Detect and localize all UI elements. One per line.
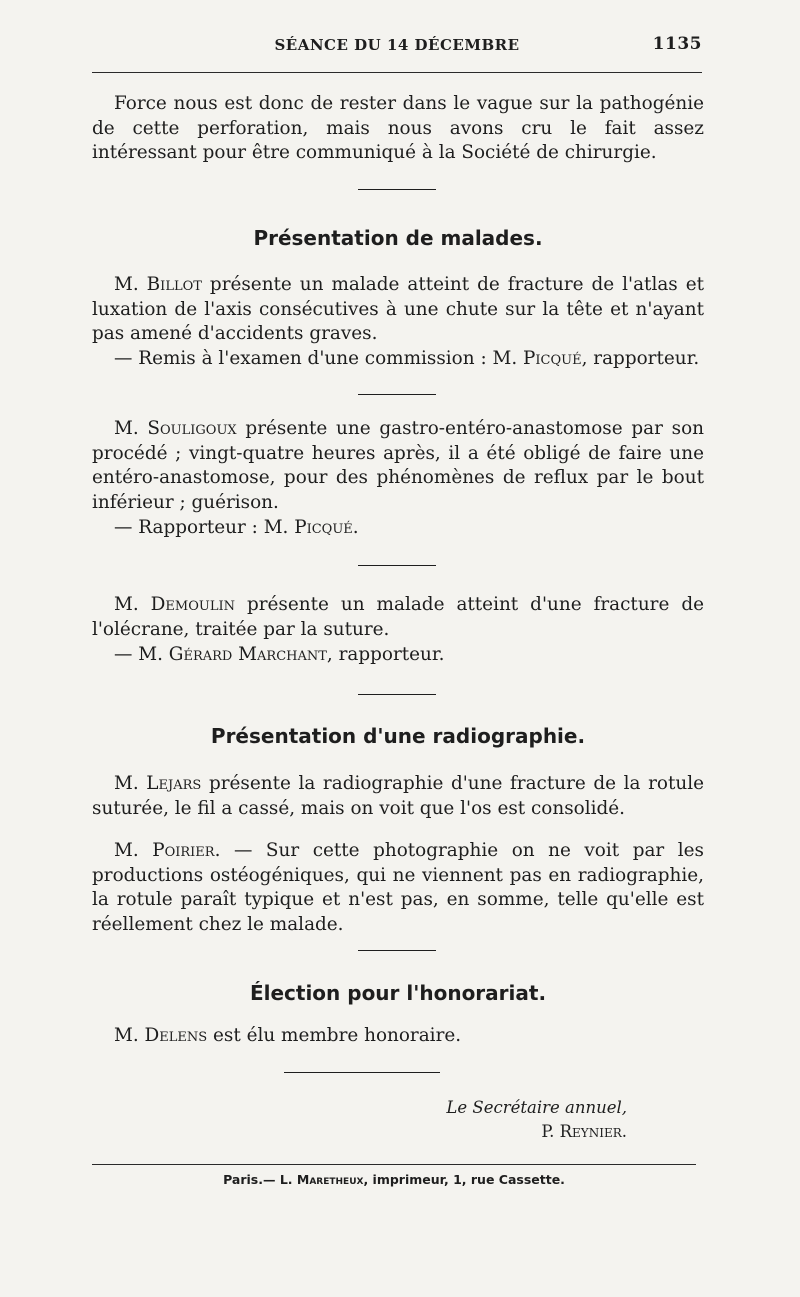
separator-rule [358, 394, 436, 395]
text-demoulin: présente un malade atteint d'une fracture de l'olécrane, traitée par la suture. [92, 594, 704, 640]
author-poirier: M. Poirier. [114, 840, 221, 861]
text-billot: présente un malade atteint de fracture de l'atlas et luxation de l'axis consécutives à une chute sur la tête et n'ayant pas amené d'accidents graves. [92, 274, 704, 344]
page-number: 1135 [652, 34, 702, 54]
referral-billot [92, 347, 704, 372]
signature-name: P. Reynier. [541, 1122, 627, 1141]
text-delens: est élu membre honoraire. [213, 1025, 462, 1046]
text-poirier: — Sur cette photographie on ne voit par les productions ostéogéniques, qui ne viennent pas en radiographie, la rotule paraît typique et n'est pas, en somme, telle qu'elle est réellement chez le malade. [92, 840, 704, 935]
referral-suffix: . [352, 517, 359, 538]
page-header [92, 36, 702, 60]
imprint-suffix: , imprimeur, 1, rue Cassette. [363, 1172, 565, 1187]
imprint-prefix: Paris.— L. [223, 1172, 293, 1187]
signature-role: Le Secrétaire annuel, [446, 1098, 627, 1117]
author-lejars: M. Lejars [114, 773, 202, 794]
header-rule [92, 72, 702, 73]
signature-block [92, 1096, 627, 1144]
text-lejars: présente la radiographie d'une fracture de la rotule suturée, le fil a cassé, mais on voit que l'os est consolidé. [92, 773, 704, 819]
author-billot: M. Billot [114, 274, 202, 295]
paragraph-poirier [92, 839, 704, 937]
paragraph-lejars [92, 772, 704, 821]
referral-souligoux [92, 516, 704, 541]
referral-prefix: — Rapporteur : [114, 517, 258, 538]
running-head: SÉANCE DU 14 DÉCEMBRE [274, 36, 520, 54]
author-delens: M. Delens [114, 1025, 208, 1046]
separator-rule [358, 565, 436, 566]
rapporteur-name: M. Gérard Marchant [138, 644, 327, 665]
paragraph-billot [92, 273, 704, 347]
author-souligoux: M. Souligoux [114, 418, 237, 439]
imprint-printer-name: Maretheux [296, 1172, 364, 1187]
printer-imprint [92, 1172, 696, 1187]
separator-rule [358, 189, 436, 190]
separator-rule [358, 950, 436, 951]
referral-suffix: , rapporteur. [326, 644, 445, 665]
footer-rule [92, 1164, 696, 1165]
referral-prefix: — Remis à l'examen d'une commission : [114, 348, 487, 369]
referral-demoulin [92, 643, 704, 668]
section-heading-malades: Présentation de malades. [253, 226, 543, 250]
rapporteur-name: M. Picqué [492, 348, 582, 369]
section-heading-radiographie: Présentation d'une radiographie. [210, 724, 586, 748]
paragraph-demoulin [92, 593, 704, 642]
text-souligoux: présente une gastro-entéro-anastomose par son procédé ; vingt-quatre heures après, il a été obligé de faire une entéro-anastomose, pour des phénomènes de reflux par le bout inférieur ; guérison. [92, 418, 704, 513]
referral-prefix: — [114, 644, 133, 665]
author-demoulin: M. Demoulin [114, 594, 235, 615]
intro-paragraph: Force nous est donc de rester dans le vague sur la pathogénie de cette perforation, mais nous avons cru le fait assez intéressant pour être communiqué à la Société de chirurgie. [92, 93, 704, 163]
rapporteur-name: M. Picqué [263, 517, 353, 538]
separator-rule [358, 694, 436, 695]
paragraph-delens [92, 1024, 704, 1049]
referral-suffix: , rapporteur. [581, 348, 700, 369]
paragraph-souligoux [92, 417, 704, 515]
section-heading-election: Élection pour l'honorariat. [249, 981, 547, 1005]
closing-rule [284, 1072, 440, 1073]
